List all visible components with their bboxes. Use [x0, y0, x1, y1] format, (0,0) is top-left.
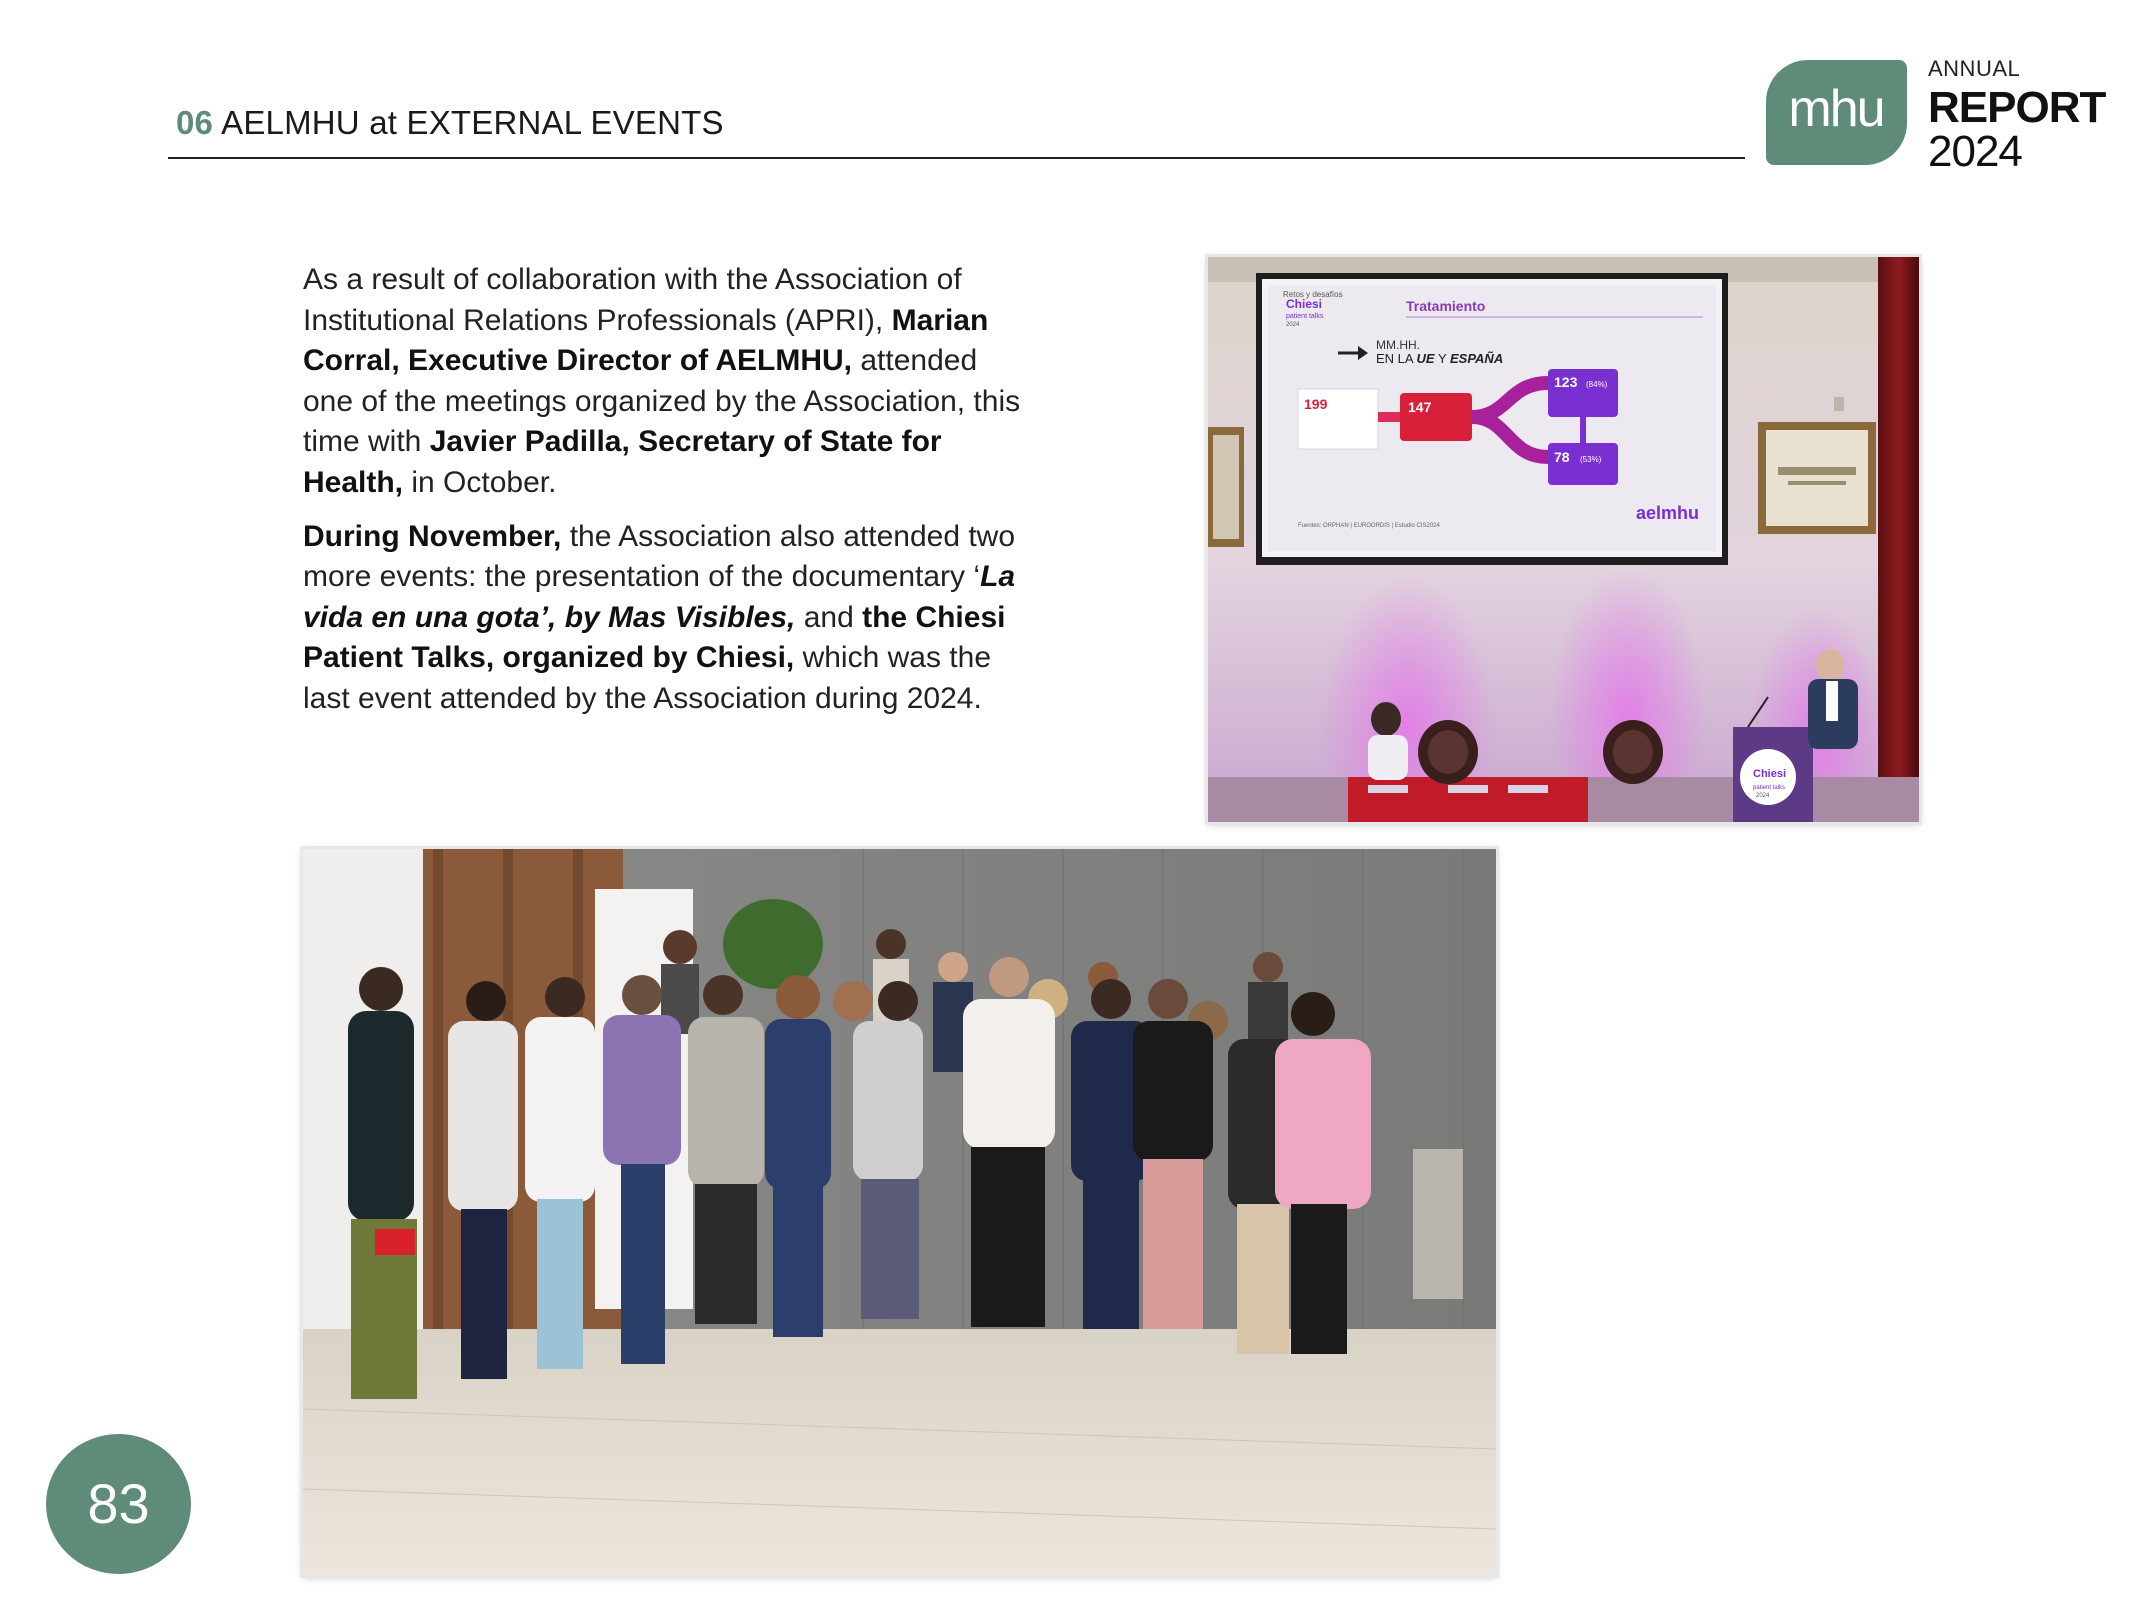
- paragraph-text: attended one of the meetings organized by the Association, this time with: [303, 344, 1021, 459]
- paragraph-text: in October.: [403, 465, 557, 499]
- paragraph-apri: [303, 260, 1033, 504]
- section-title-text: AELMHU at EXTERNAL EVENTS: [221, 104, 724, 141]
- slide-p123: (84%): [1586, 380, 1608, 389]
- section-number: 06: [176, 104, 214, 141]
- page-number-badge: 83: [46, 1434, 191, 1574]
- slide-title: Tratamiento: [1406, 298, 1486, 314]
- slide-brand-year: 2024: [1286, 322, 1300, 328]
- podium-year: 2024: [1756, 793, 1770, 799]
- podium-sub: patient talks: [1753, 785, 1786, 791]
- slide-n147: 147: [1408, 399, 1432, 415]
- slide-footer: Fuentes: ORPHAN | EUROORDIS | Estudio CIS2024: [1298, 523, 1440, 529]
- paragraph-text: which was the last event attended by the Association during 2024.: [303, 641, 992, 715]
- header-divider: [168, 157, 1745, 159]
- slide-n199: 199: [1304, 396, 1328, 412]
- report-year: 2024: [1928, 127, 2022, 176]
- mhu-logo: [1766, 60, 1907, 165]
- annual-report-label: [1928, 58, 2105, 174]
- slide-brand-sub: patient talks: [1286, 313, 1324, 320]
- slide-aelmhu-logo: aelmhu: [1636, 503, 1700, 523]
- slide-arrow-label-2: EN LA UE Y ESPAÑA: [1376, 351, 1504, 366]
- body-text: [303, 260, 1033, 733]
- paragraph-bold-italic: La vida en una gota’, by Mas Visibles,: [303, 560, 1016, 634]
- group-photo: [303, 849, 1496, 1575]
- slide-n123: 123: [1554, 374, 1578, 390]
- report-label: REPORT: [1928, 83, 2106, 132]
- paragraph-text: As a result of collaboration with the Association of Institutional Relations Professionals (APRI),: [303, 263, 962, 337]
- slide-brand: Chiesi: [1286, 297, 1323, 311]
- paragraph-text: the Association also attended two more events: the presentation of the documentary ‘: [303, 519, 1016, 594]
- mhu-logo-text: mhu: [1788, 80, 1884, 138]
- podium-brand: Chiesi: [1753, 768, 1787, 780]
- section-title: [176, 104, 724, 142]
- conference-photo: [1208, 257, 1919, 822]
- paragraph-text: and: [795, 600, 863, 634]
- slide-n78: 78: [1554, 449, 1570, 465]
- annual-label: ANNUAL: [1928, 56, 2021, 81]
- slide-p78: (53%): [1580, 455, 1602, 464]
- paragraph-bold: Marian Corral, Executive Director of AELMHU,: [303, 303, 989, 378]
- paragraph-november: [303, 517, 1033, 720]
- slide-top-left: Retos y desafíos: [1283, 290, 1343, 299]
- paragraph-bold: During November,: [303, 519, 562, 553]
- paragraph-bold: the Chiesi Patient Talks, organized by Chiesi,: [303, 600, 1006, 675]
- slide-arrow-label: MM.HH.: [1376, 338, 1420, 352]
- paragraph-bold: Javier Padilla, Secretary of State for Health,: [303, 425, 942, 499]
